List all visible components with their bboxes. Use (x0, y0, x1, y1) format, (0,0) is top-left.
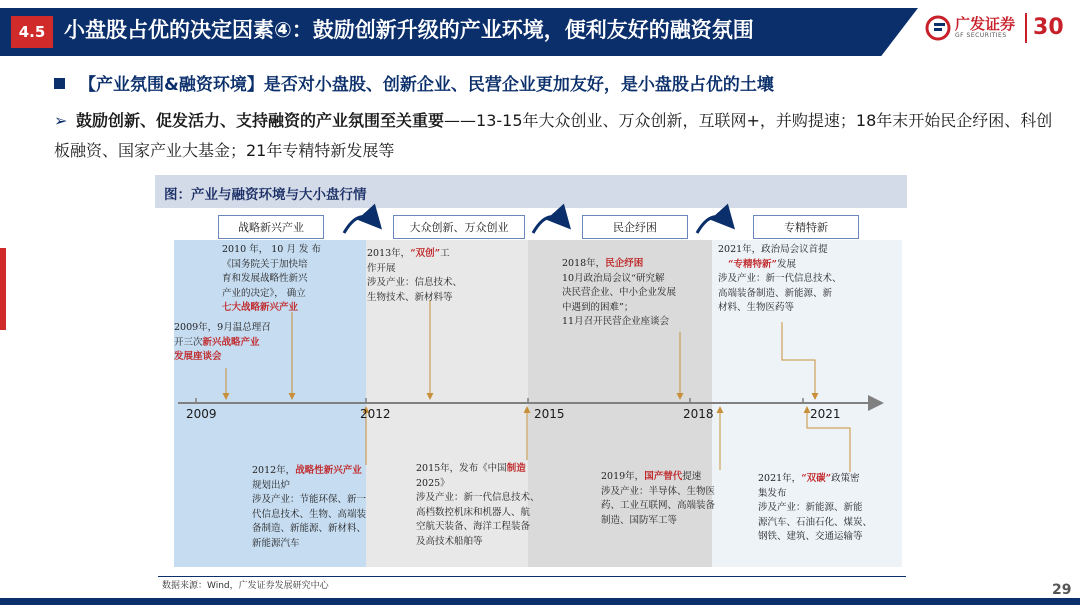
year-label-2015: 2015 (534, 407, 565, 421)
curved-arrow-icon-1 (344, 217, 378, 233)
year-label-2012: 2012 (360, 407, 391, 421)
phase-label-1: 战略新兴产业 (218, 215, 324, 239)
note-2021: 2021年，政治局会议首提 “专精特新”发展 涉及产业：新一代信息技术、 高端装备制造、新能源、新 材料、生物医药等 (718, 244, 842, 313)
bullet-body-rest: ——13-15年大众创业、万众创新，互联网+，并购提速；18年末开始民企纾困、科创板融资、国家产业大基金；21年专精特新发展等 (54, 111, 1053, 160)
note-2010: 2010 年， 10 月 发 布 《国务院关于加快培 育和发展战略性新兴 产业的决定》， 确立 七大战略新兴产业 (222, 244, 321, 313)
section-number: 4.5 (11, 16, 53, 48)
phase-label-4: 专精特新 (753, 215, 859, 239)
curved-arrow-icon-2 (533, 217, 567, 233)
note-2009: 2009年，9月温总理召 开三次新兴战略产业 发展座谈会 (174, 322, 271, 362)
source-divider (158, 576, 906, 577)
note-2012: 2012年，战略性新兴产业 规划出炉 涉及产业：节能环保、新一 代信息技术、生物、高端装 备制造、新能源、新材料、 新能源汽车 (252, 465, 367, 549)
bullet-heading-text: 【产业氛围&融资环境】是否对小盘股、创新企业、民营企业更加友好，是小盘股占优的土壤 (79, 75, 774, 95)
phase-label-3: 民企纾困 (582, 215, 688, 239)
footer-bar (0, 598, 1080, 605)
anniversary-badge: 30 (1025, 13, 1067, 43)
curved-arrow-icon-3 (697, 217, 731, 233)
arrow-bullet-icon: ➢ (54, 111, 68, 130)
bullet-body-strong: 鼓励创新、促发活力、支持融资的产业氛围至关重要 (76, 111, 445, 130)
note-2015: 2015年，发布《中国制造 2025》 涉及产业：新一代信息技术、 高档数控机床和机器人、航 空航天装备、海洋工程装备 及高技术船舶等 (416, 463, 540, 547)
figure-title: 图：产业与融资环境与大小盘行情 (164, 187, 367, 203)
note-2018: 2018年，民企纾困 10月政治局会议“研究解 决民营企业、中小企业发展 中遇到的困难”； 11月召开民营企业座谈会 (562, 258, 677, 327)
year-label-2021: 2021 (810, 407, 841, 421)
note-2019: 2019年，国产替代提速 涉及产业：半导体、生物医 药、工业互联网、高端装备 制造、国防军工等 (601, 471, 716, 526)
logo-chinese: 广发证券 (955, 14, 1016, 33)
phase-label-2: 大众创新、万众创业 (393, 215, 525, 239)
year-label-2018: 2018 (683, 407, 714, 421)
note-2021-carbon: 2021年，“双碳”政策密 集发布 涉及产业：新能源、新能 源汽车、石油石化、煤炭、 钢铁、建筑、交通运输等 (758, 473, 873, 542)
page-number: 29 (1052, 582, 1072, 598)
note-2013: 2013年，“双创”工 作开展 涉及产业：信息技术、 生物技术、新材料等 (367, 248, 463, 303)
page-title: 小盘股占优的决定因素④：鼓励创新升级的产业环境，便利友好的融资氛围 (64, 18, 754, 42)
year-label-2009: 2009 (186, 407, 217, 421)
logo-english: GF SECURITIES (955, 31, 1007, 39)
data-source: 数据来源：Wind，广发证券发展研究中心 (162, 581, 329, 591)
